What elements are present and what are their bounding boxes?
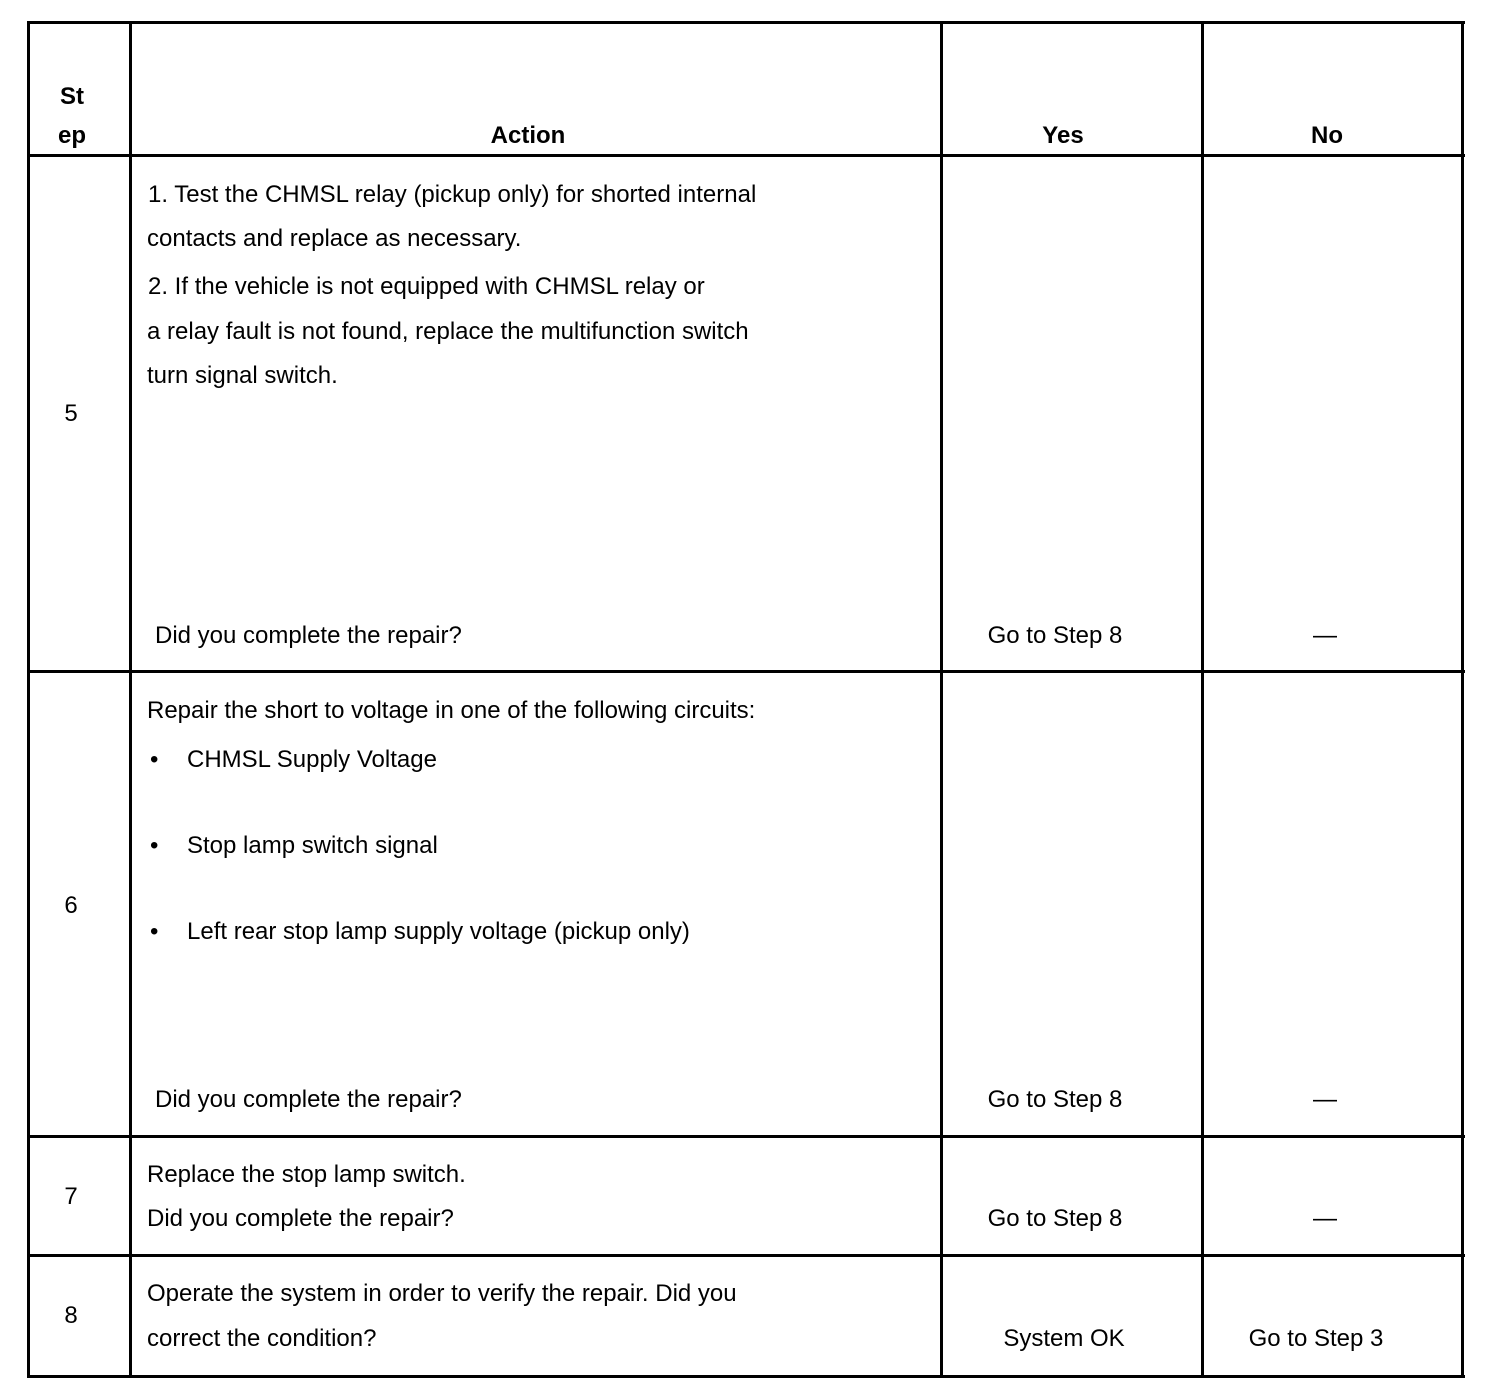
- bullet-item: Left rear stop lamp supply voltage (pickup only): [187, 918, 690, 945]
- table-border: [1201, 21, 1204, 1378]
- step-number: 5: [64, 400, 78, 427]
- table-border: [27, 154, 1465, 157]
- header-yes: Yes: [1042, 122, 1084, 149]
- action-text: Repair the short to voltage in one of the following circuits:: [147, 697, 756, 724]
- table-border: [129, 21, 132, 1378]
- action-text: turn signal switch.: [147, 362, 338, 389]
- step-number: 8: [64, 1302, 78, 1329]
- table-border: [27, 1254, 1465, 1257]
- step-number: 7: [64, 1183, 78, 1210]
- header-step: St: [60, 83, 84, 110]
- table-border: [27, 1135, 1465, 1138]
- no-result: —: [1313, 622, 1337, 649]
- no-result: Go to Step 3: [1248, 1325, 1384, 1352]
- bullet-item: Stop lamp switch signal: [187, 832, 438, 859]
- yes-result: System OK: [1003, 1325, 1125, 1352]
- table-border: [27, 670, 1465, 673]
- question-text: correct the condition?: [147, 1325, 377, 1352]
- table-border: [1461, 21, 1464, 1378]
- action-text: Operate the system in order to verify the repair. Did you: [147, 1280, 737, 1307]
- yes-result: Go to Step 8: [987, 1205, 1123, 1232]
- header-action: Action: [490, 122, 566, 149]
- bullet-icon: •: [150, 918, 159, 945]
- no-result: —: [1313, 1086, 1337, 1113]
- yes-result: Go to Step 8: [987, 622, 1123, 649]
- action-text: Replace the stop lamp switch.: [147, 1161, 466, 1188]
- header-no: No: [1311, 122, 1343, 149]
- action-text: contacts and replace as necessary.: [147, 225, 522, 252]
- bullet-item: CHMSL Supply Voltage: [187, 746, 437, 773]
- action-text: 2. If the vehicle is not equipped with CHMSL relay or: [148, 273, 705, 300]
- table-border: [940, 21, 943, 1378]
- yes-result: Go to Step 8: [987, 1086, 1123, 1113]
- action-text: a relay fault is not found, replace the multifunction switch: [147, 318, 749, 345]
- no-result: —: [1313, 1205, 1337, 1232]
- bullet-icon: •: [150, 746, 159, 773]
- question-text: Did you complete the repair?: [155, 1086, 462, 1113]
- bullet-icon: •: [150, 832, 159, 859]
- table-border: [27, 21, 1465, 24]
- table-border: [27, 1375, 1465, 1378]
- header-step: ep: [57, 122, 87, 149]
- step-number: 6: [64, 892, 78, 919]
- table-border: [27, 21, 30, 1378]
- action-text: 1. Test the CHMSL relay (pickup only) for shorted internal: [148, 181, 757, 208]
- question-text: Did you complete the repair?: [155, 622, 462, 649]
- question-text: Did you complete the repair?: [147, 1205, 454, 1232]
